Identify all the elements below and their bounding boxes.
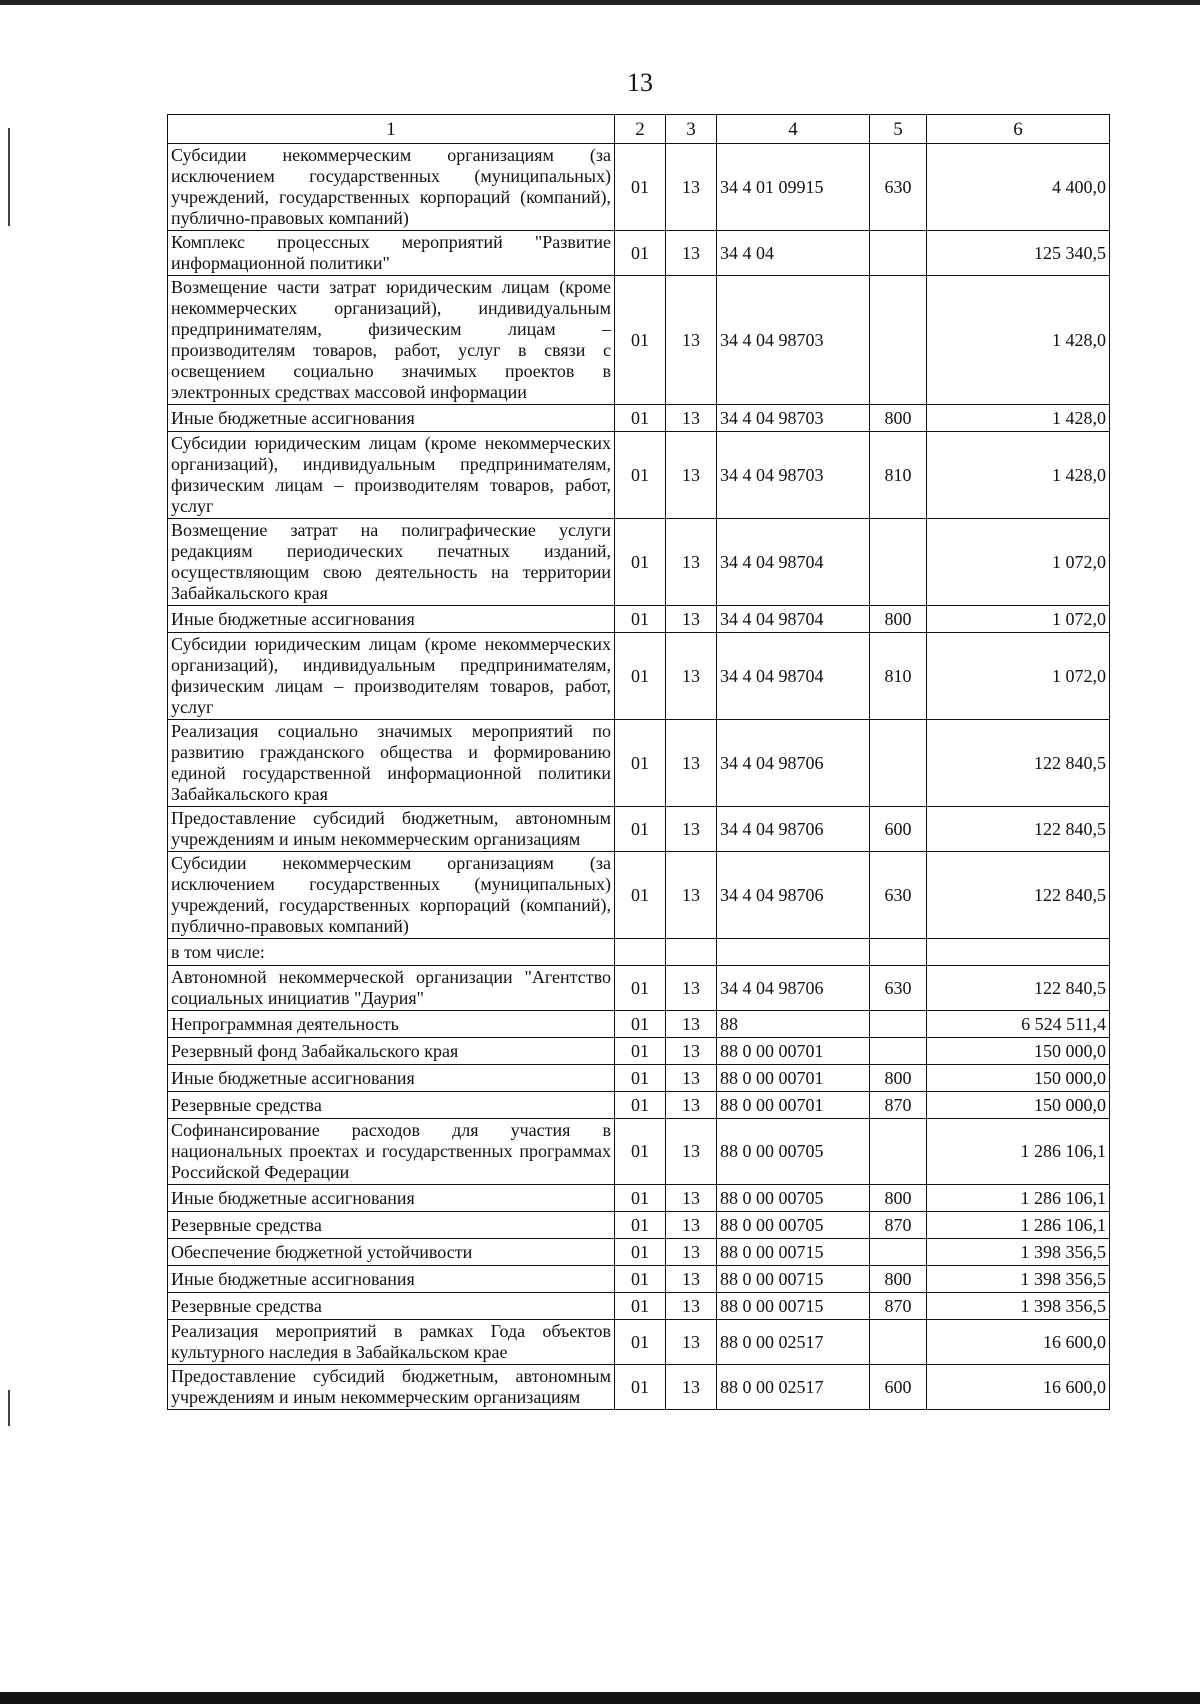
row-section-cell: 01 <box>615 633 666 720</box>
row-expense-type-cell <box>870 231 927 276</box>
row-subsection-cell: 13 <box>666 519 717 606</box>
row-amount-cell: 122 840,5 <box>927 720 1110 807</box>
row-subsection-cell: 13 <box>666 276 717 405</box>
row-expense-type-cell <box>870 939 927 966</box>
row-name-cell: Резервные средства <box>168 1293 615 1320</box>
row-amount-cell: 150 000,0 <box>927 1065 1110 1092</box>
table-header-row <box>168 115 1110 144</box>
row-subsection-cell: 13 <box>666 432 717 519</box>
scan-margin-mark <box>8 1390 10 1426</box>
row-amount-cell: 1 286 106,1 <box>927 1185 1110 1212</box>
row-section-cell <box>615 939 666 966</box>
row-amount-cell: 1 286 106,1 <box>927 1119 1110 1185</box>
row-target-article-cell: 88 0 00 02517 <box>717 1320 870 1365</box>
row-amount-cell: 1 398 356,5 <box>927 1293 1110 1320</box>
row-section-cell: 01 <box>615 1212 666 1239</box>
row-amount-cell: 1 428,0 <box>927 432 1110 519</box>
row-section-cell: 01 <box>615 231 666 276</box>
header-cell-name: 1 <box>168 115 615 144</box>
row-name-cell: Иные бюджетные ассигнования <box>168 405 615 432</box>
row-target-article-cell: 34 4 04 98704 <box>717 633 870 720</box>
row-subsection-cell: 13 <box>666 633 717 720</box>
row-amount-cell: 122 840,5 <box>927 852 1110 939</box>
row-subsection-cell: 13 <box>666 1038 717 1065</box>
row-expense-type-cell: 800 <box>870 1065 927 1092</box>
row-amount-cell: 150 000,0 <box>927 1092 1110 1119</box>
row-section-cell: 01 <box>615 606 666 633</box>
row-subsection-cell: 13 <box>666 1239 717 1266</box>
row-name-cell: Возмещение части затрат юридическим лицам (кроме некоммерческих организаций), индивидуальным предпринимателям, физическим лицам – производителям товаров, работ, услуг в связи с освещением социально значимых проектов в электронных средствах массовой информации <box>168 276 615 405</box>
row-expense-type-cell: 630 <box>870 966 927 1011</box>
row-amount-cell: 122 840,5 <box>927 807 1110 852</box>
row-subsection-cell: 13 <box>666 231 717 276</box>
row-expense-type-cell <box>870 1320 927 1365</box>
row-name-cell: Субсидии некоммерческим организациям (за исключением государственных (муниципальных) учреждений, государственных корпораций (компаний), публично-правовых компаний) <box>168 852 615 939</box>
table-row <box>168 966 1110 1011</box>
row-target-article-cell: 34 4 04 98706 <box>717 720 870 807</box>
row-target-article-cell: 34 4 01 09915 <box>717 144 870 231</box>
row-section-cell: 01 <box>615 1185 666 1212</box>
row-section-cell: 01 <box>615 1092 666 1119</box>
row-expense-type-cell: 870 <box>870 1092 927 1119</box>
table-row <box>168 1320 1110 1365</box>
row-section-cell: 01 <box>615 1065 666 1092</box>
row-subsection-cell: 13 <box>666 1320 717 1365</box>
table-row <box>168 1011 1110 1038</box>
row-target-article-cell: 34 4 04 98703 <box>717 276 870 405</box>
row-amount-cell: 16 600,0 <box>927 1320 1110 1365</box>
row-name-cell: Софинансирование расходов для участия в национальных проектах и государственных программах Российской Федерации <box>168 1119 615 1185</box>
row-name-cell: Субсидии юридическим лицам (кроме некоммерческих организаций), индивидуальным предпринимателям, физическим лицам – производителям товаров, работ, услуг <box>168 633 615 720</box>
row-section-cell: 01 <box>615 1266 666 1293</box>
row-section-cell: 01 <box>615 807 666 852</box>
row-name-cell: Иные бюджетные ассигнования <box>168 1065 615 1092</box>
row-subsection-cell: 13 <box>666 144 717 231</box>
budget-table <box>167 114 1110 1410</box>
table-row <box>168 1065 1110 1092</box>
row-target-article-cell: 88 0 00 00715 <box>717 1239 870 1266</box>
row-name-cell: Непрограммная деятельность <box>168 1011 615 1038</box>
row-name-cell: Субсидии некоммерческим организациям (за исключением государственных (муниципальных) учреждений, государственных корпораций (компаний), публично-правовых компаний) <box>168 144 615 231</box>
table-row <box>168 1212 1110 1239</box>
row-expense-type-cell <box>870 1038 927 1065</box>
row-subsection-cell: 13 <box>666 720 717 807</box>
table-row <box>168 1038 1110 1065</box>
row-section-cell: 01 <box>615 1320 666 1365</box>
scan-margin-mark <box>8 128 10 226</box>
row-expense-type-cell: 600 <box>870 1365 927 1410</box>
row-amount-cell: 125 340,5 <box>927 231 1110 276</box>
row-target-article-cell: 88 0 00 00705 <box>717 1119 870 1185</box>
row-section-cell: 01 <box>615 720 666 807</box>
row-amount-cell: 1 428,0 <box>927 276 1110 405</box>
row-target-article-cell: 88 0 00 00701 <box>717 1038 870 1065</box>
row-expense-type-cell: 810 <box>870 633 927 720</box>
row-target-article-cell <box>717 939 870 966</box>
row-amount-cell: 1 398 356,5 <box>927 1239 1110 1266</box>
row-target-article-cell: 88 0 00 00701 <box>717 1065 870 1092</box>
row-expense-type-cell: 600 <box>870 807 927 852</box>
row-expense-type-cell: 870 <box>870 1293 927 1320</box>
row-expense-type-cell <box>870 276 927 405</box>
row-subsection-cell <box>666 939 717 966</box>
row-expense-type-cell <box>870 720 927 807</box>
header-cell-amount: 6 <box>927 115 1110 144</box>
row-expense-type-cell: 800 <box>870 405 927 432</box>
row-section-cell: 01 <box>615 1293 666 1320</box>
row-expense-type-cell: 800 <box>870 606 927 633</box>
row-subsection-cell: 13 <box>666 1266 717 1293</box>
row-name-cell: Резервный фонд Забайкальского края <box>168 1038 615 1065</box>
row-name-cell: Резервные средства <box>168 1092 615 1119</box>
table-row <box>168 606 1110 633</box>
row-subsection-cell: 13 <box>666 966 717 1011</box>
row-target-article-cell: 88 0 00 00715 <box>717 1266 870 1293</box>
page-number: 13 <box>627 68 653 97</box>
table-row <box>168 807 1110 852</box>
table-row <box>168 720 1110 807</box>
table-row <box>168 1365 1110 1410</box>
row-name-cell: Субсидии юридическим лицам (кроме некоммерческих организаций), индивидуальным предпринимателям, физическим лицам – производителям товаров, работ, услуг <box>168 432 615 519</box>
row-name-cell: в том числе: <box>168 939 615 966</box>
row-section-cell: 01 <box>615 1119 666 1185</box>
row-target-article-cell: 34 4 04 98703 <box>717 405 870 432</box>
row-amount-cell: 1 072,0 <box>927 633 1110 720</box>
table-row <box>168 1119 1110 1185</box>
row-expense-type-cell <box>870 519 927 606</box>
table-row <box>168 1185 1110 1212</box>
row-target-article-cell: 34 4 04 98706 <box>717 807 870 852</box>
row-section-cell: 01 <box>615 1038 666 1065</box>
row-amount-cell: 1 072,0 <box>927 606 1110 633</box>
row-amount-cell: 1 428,0 <box>927 405 1110 432</box>
row-section-cell: 01 <box>615 432 666 519</box>
row-amount-cell: 122 840,5 <box>927 966 1110 1011</box>
row-amount-cell: 16 600,0 <box>927 1365 1110 1410</box>
row-target-article-cell: 34 4 04 98703 <box>717 432 870 519</box>
row-name-cell: Иные бюджетные ассигнования <box>168 606 615 633</box>
row-subsection-cell: 13 <box>666 1119 717 1185</box>
row-target-article-cell: 88 0 00 00701 <box>717 1092 870 1119</box>
table-row <box>168 231 1110 276</box>
row-expense-type-cell <box>870 1119 927 1185</box>
row-expense-type-cell: 800 <box>870 1266 927 1293</box>
table-body <box>168 144 1110 1410</box>
row-section-cell: 01 <box>615 852 666 939</box>
row-amount-cell: 1 398 356,5 <box>927 1266 1110 1293</box>
row-section-cell: 01 <box>615 519 666 606</box>
table-row <box>168 1266 1110 1293</box>
row-subsection-cell: 13 <box>666 1365 717 1410</box>
row-expense-type-cell <box>870 1011 927 1038</box>
row-target-article-cell: 88 0 00 02517 <box>717 1365 870 1410</box>
row-subsection-cell: 13 <box>666 1212 717 1239</box>
header-cell-section: 2 <box>615 115 666 144</box>
table-row <box>168 405 1110 432</box>
row-expense-type-cell: 630 <box>870 852 927 939</box>
row-subsection-cell: 13 <box>666 1092 717 1119</box>
row-target-article-cell: 88 0 00 00705 <box>717 1185 870 1212</box>
row-subsection-cell: 13 <box>666 852 717 939</box>
row-subsection-cell: 13 <box>666 1065 717 1092</box>
table-row <box>168 633 1110 720</box>
table-row <box>168 852 1110 939</box>
row-amount-cell: 4 400,0 <box>927 144 1110 231</box>
row-expense-type-cell: 800 <box>870 1185 927 1212</box>
row-target-article-cell: 88 <box>717 1011 870 1038</box>
row-expense-type-cell: 630 <box>870 144 927 231</box>
table-row <box>168 144 1110 231</box>
row-section-cell: 01 <box>615 1239 666 1266</box>
row-amount-cell <box>927 939 1110 966</box>
row-section-cell: 01 <box>615 966 666 1011</box>
scan-bottom-edge <box>0 1692 1200 1704</box>
row-subsection-cell: 13 <box>666 1293 717 1320</box>
row-target-article-cell: 34 4 04 98706 <box>717 852 870 939</box>
row-name-cell: Реализация мероприятий в рамках Года объектов культурного наследия в Забайкальском крае <box>168 1320 615 1365</box>
header-cell-target-article: 4 <box>717 115 870 144</box>
row-section-cell: 01 <box>615 405 666 432</box>
scan-top-edge <box>0 0 1200 5</box>
table-row <box>168 432 1110 519</box>
row-expense-type-cell <box>870 1239 927 1266</box>
row-subsection-cell: 13 <box>666 807 717 852</box>
table-row <box>168 276 1110 405</box>
row-target-article-cell: 34 4 04 98706 <box>717 966 870 1011</box>
row-name-cell: Возмещение затрат на полиграфические услуги редакциям периодических печатных изданий, осуществляющим свою деятельность на территории Забайкальского края <box>168 519 615 606</box>
row-expense-type-cell: 870 <box>870 1212 927 1239</box>
row-target-article-cell: 88 0 00 00715 <box>717 1293 870 1320</box>
row-target-article-cell: 88 0 00 00705 <box>717 1212 870 1239</box>
row-subsection-cell: 13 <box>666 1185 717 1212</box>
row-amount-cell: 6 524 511,4 <box>927 1011 1110 1038</box>
table-row <box>168 1239 1110 1266</box>
row-name-cell: Иные бюджетные ассигнования <box>168 1266 615 1293</box>
row-section-cell: 01 <box>615 1011 666 1038</box>
row-name-cell: Резервные средства <box>168 1212 615 1239</box>
row-name-cell: Предоставление субсидий бюджетным, автономным учреждениям и иным некоммерческим организациям <box>168 807 615 852</box>
row-section-cell: 01 <box>615 276 666 405</box>
row-amount-cell: 1 286 106,1 <box>927 1212 1110 1239</box>
row-name-cell: Предоставление субсидий бюджетным, автономным учреждениям и иным некоммерческим организациям <box>168 1365 615 1410</box>
row-name-cell: Реализация социально значимых мероприятий по развитию гражданского общества и формированию единой государственной информационной политики Забайкальского края <box>168 720 615 807</box>
row-target-article-cell: 34 4 04 <box>717 231 870 276</box>
row-amount-cell: 1 072,0 <box>927 519 1110 606</box>
header-cell-expense-type: 5 <box>870 115 927 144</box>
table-row <box>168 1092 1110 1119</box>
row-name-cell: Иные бюджетные ассигнования <box>168 1185 615 1212</box>
row-section-cell: 01 <box>615 1365 666 1410</box>
table-row <box>168 519 1110 606</box>
row-name-cell: Автономной некоммерческой организации "Агентство социальных инициатив "Даурия" <box>168 966 615 1011</box>
table-row <box>168 1293 1110 1320</box>
header-cell-subsection: 3 <box>666 115 717 144</box>
row-amount-cell: 150 000,0 <box>927 1038 1110 1065</box>
row-section-cell: 01 <box>615 144 666 231</box>
row-subsection-cell: 13 <box>666 405 717 432</box>
row-subsection-cell: 13 <box>666 1011 717 1038</box>
table-row <box>168 939 1110 966</box>
row-expense-type-cell: 810 <box>870 432 927 519</box>
row-target-article-cell: 34 4 04 98704 <box>717 606 870 633</box>
row-target-article-cell: 34 4 04 98704 <box>717 519 870 606</box>
row-subsection-cell: 13 <box>666 606 717 633</box>
row-name-cell: Комплекс процессных мероприятий "Развитие информационной политики" <box>168 231 615 276</box>
row-name-cell: Обеспечение бюджетной устойчивости <box>168 1239 615 1266</box>
